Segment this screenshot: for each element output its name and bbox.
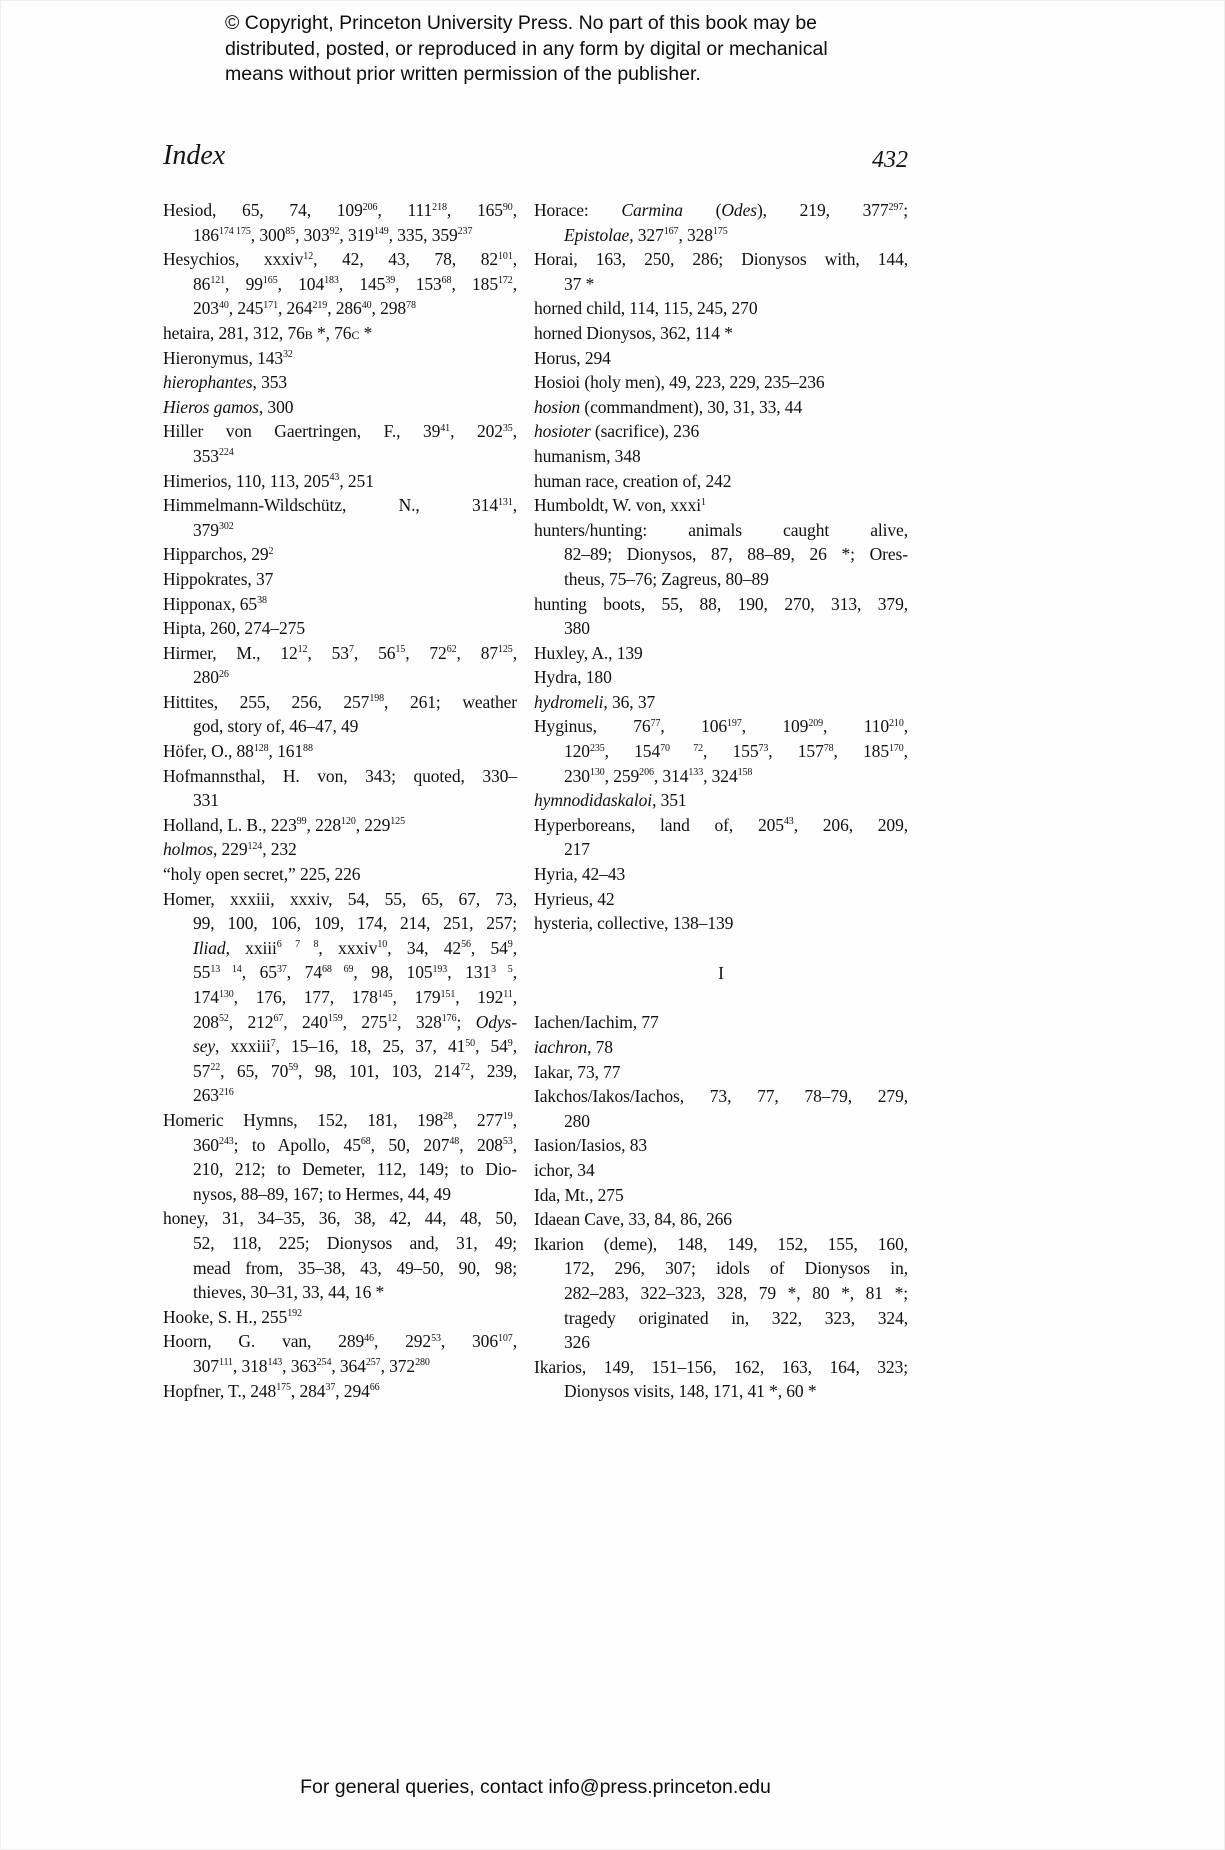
index-entry — [163, 1108, 517, 1206]
index-entry — [534, 1207, 908, 1232]
index-entry — [534, 395, 908, 420]
index-entry — [534, 1060, 908, 1085]
entry-line: Ikarios, 149, 151–156, 162, 163, 164, 323; — [534, 1356, 908, 1377]
entry-line: Dionysos visits, 148, 171, 41 *, 60 * — [564, 1381, 817, 1402]
index-entry — [534, 641, 908, 666]
index-entry — [163, 419, 517, 468]
entry-line: theus, 75–76; Zagreus, 80–89 — [564, 568, 769, 589]
entry-line: Hoorn, G. van, $289^{46}$, $292^{53}$, $306^{107}$, — [163, 1331, 517, 1352]
entry-line: $208^{52}$, $212^{67}$, $240^{159}$, $275^{12}$, $328^{176}$; Odys- — [193, 1011, 517, 1032]
entry-line: mead from, 35–38, 43, 49–50, 90, 98; — [193, 1257, 517, 1278]
index-entry — [534, 296, 908, 321]
entry-line: hymnodidaskaloi, 351 — [534, 790, 687, 811]
index-entry — [534, 1183, 908, 1208]
index-entry — [163, 1329, 517, 1378]
entry-line: god, story of, 46–47, 49 — [193, 716, 359, 737]
entry-line: Hyperboreans, land of, $205^{43}$, 206, 209, — [534, 814, 909, 835]
entry-line: Himerios, 110, 113, $205^{43}$, 251 — [163, 470, 374, 491]
index-entry — [163, 764, 517, 813]
entry-line: hetaira, 281, 312, 76b *, 76c * — [163, 322, 373, 343]
entry-line: hosion (commandment), 30, 31, 33, 44 — [534, 396, 803, 417]
entry-line: $307^{111}$, $318^{143}$, $363^{254}$, $364^{257}$, $372^{280}$ — [193, 1355, 430, 1376]
entry-line: Hopfner, T., $248^{175}$, $284^{37}$, $294^{66}$ — [163, 1380, 380, 1401]
entry-line: Iliad, xxiii$^{6 7 8}$, xxxiv$^{10}$, 34, $42^{56}$, $54^9$, — [193, 937, 517, 958]
entry-line: Hofmannsthal, H. von, 343; quoted, 330– — [163, 765, 517, 786]
index-entry — [163, 247, 517, 321]
entry-line: $86^{121}$, $99^{165}$, $104^{183}$, $145^{39}$, $153^{68}$, $185^{172}$, — [193, 273, 517, 294]
index-entry — [534, 247, 908, 296]
index-entry — [534, 370, 908, 395]
entry-line: hunters/hunting: animals caught alive, — [534, 519, 908, 540]
index-entry — [534, 887, 908, 912]
index-entry — [163, 862, 517, 887]
entry-line: Iakchos/Iakos/Iachos, 73, 77, 78–79, 279, — [534, 1086, 908, 1107]
index-entry — [163, 641, 517, 690]
index-entry — [534, 1133, 908, 1158]
entry-line: Hipponax, $65^{38}$ — [163, 593, 267, 614]
entry-line: Hesychios, xxxiv$^{12}$, 42, 43, 78, $82^{101}$, — [163, 249, 517, 270]
entry-line: sey, xxxiii$^7$, 15–16, 18, 25, 37, $41^{50}$, $54^9$, — [193, 1036, 517, 1057]
index-entry — [163, 395, 517, 420]
entry-line: horned child, 114, 115, 245, 270 — [534, 298, 758, 319]
index-entry — [163, 469, 517, 494]
entry-line: Hooke, S. H., $255^{192}$ — [163, 1306, 302, 1327]
entry-line: Hyrieus, 42 — [534, 888, 615, 909]
index-entry — [163, 1305, 517, 1330]
entry-line: Iasion/Iasios, 83 — [534, 1135, 648, 1156]
entry-line: Hieros gamos, 300 — [163, 396, 294, 417]
index-entry — [163, 1379, 517, 1404]
entry-line: Huxley, A., 139 — [534, 642, 643, 663]
entry-line: 380 — [564, 618, 590, 639]
entry-line: 280 — [564, 1110, 590, 1131]
entry-line: Horus, 294 — [534, 347, 611, 368]
entry-line: Idaean Cave, 33, 84, 86, 266 — [534, 1209, 732, 1230]
entry-line: ichor, 34 — [534, 1159, 595, 1180]
index-entry — [534, 665, 908, 690]
index-entry — [534, 714, 908, 788]
index-entry — [163, 616, 517, 641]
entry-line: Hiller von Gaertringen, F., $39^{41}$, $202^{35}$, — [163, 421, 517, 442]
index-entry — [534, 1232, 908, 1355]
entry-line: Hippokrates, 37 — [163, 568, 274, 589]
index-column-left — [163, 198, 517, 1403]
entry-line: $174^{130}$, 176, 177, $178^{145}$, $179^{151}$, $192^{11}$, — [193, 987, 517, 1007]
entry-line: $203^{40}$, $245^{171}$, $264^{219}$, $286^{40}$, $298^{78}$ — [193, 298, 416, 319]
copyright-line: distributed, posted, or reproduced in any form by digital or mechanical — [225, 37, 828, 60]
entry-line: $263^{216}$ — [193, 1085, 234, 1106]
entry-line: $360^{243}$; to Apollo, $45^{68}$, 50, $207^{48}$, $208^{53}$, — [193, 1134, 517, 1155]
entry-line: $120^{235}$, $154^{70 72}$, $155^{73}$, $157^{78}$, $185^{170}$, — [564, 741, 908, 762]
entry-line: human race, creation of, 242 — [534, 470, 732, 491]
entry-line: $280^{26}$ — [193, 667, 229, 688]
entry-line: $379^{302}$ — [193, 519, 234, 540]
index-entry — [534, 911, 908, 936]
entry-line: 37 * — [564, 273, 595, 294]
entry-line: 52, 118, 225; Dionysos and, 31, 49; — [193, 1232, 517, 1253]
entry-line: hunting boots, 55, 88, 190, 270, 313, 379, — [534, 593, 908, 614]
index-entry — [534, 788, 908, 813]
index-entry — [534, 493, 908, 518]
entry-line: Hyginus, $76^{77}$, $106^{197}$, $109^{209}$, $110^{210}$, — [534, 716, 908, 737]
entry-line: $186^{174 175}$, $300^{85}$, $303^{92}$, $319^{149}$, 335, $359^{237}$ — [193, 224, 473, 245]
index-entry — [163, 887, 517, 1108]
index-entry — [534, 444, 908, 469]
index-entry — [534, 862, 908, 887]
index-entry — [163, 690, 517, 739]
entry-line: Hesiod, 65, 74, $109^{206}$, $111^{218}$, $165^{90}$, — [163, 200, 517, 220]
index-column-right — [534, 198, 908, 1404]
index-entry — [534, 1158, 908, 1183]
entry-line: iachron, 78 — [534, 1037, 613, 1057]
index-entry — [534, 198, 908, 247]
copyright-notice — [225, 11, 828, 88]
index-entry — [163, 542, 517, 567]
entry-line: “holy open secret,” 225, 226 — [163, 864, 361, 885]
index-entry — [534, 1035, 908, 1060]
page-title: Index — [163, 140, 226, 171]
entry-line: Hieronymus, $143^{32}$ — [163, 347, 293, 368]
index-entry — [163, 370, 517, 395]
entry-line: horned Dionysos, 362, 114 * — [534, 322, 733, 343]
entry-line: tragedy originated in, 322, 323, 324, — [564, 1307, 908, 1328]
entry-line: 282–283, 322–323, 328, 79 *, 80 *, 81 *; — [564, 1282, 908, 1303]
index-entry — [163, 493, 517, 542]
entry-line: 99, 100, 106, 109, 174, 214, 251, 257; — [193, 913, 517, 934]
entry-line: Höfer, O., $88^{128}$, $161^{88}$ — [163, 741, 313, 762]
entry-line: Homeric Hymns, 152, 181, $198^{28}$, $277^{19}$, — [163, 1109, 517, 1130]
entry-line: nysos, 88–89, 167; to Hermes, 44, 49 — [193, 1183, 451, 1204]
index-entry — [163, 346, 517, 371]
index-entry — [163, 1206, 517, 1304]
entry-line: hosioter (sacrifice), 236 — [534, 421, 700, 442]
copyright-line: means without prior written permission of the publisher. — [225, 63, 701, 85]
index-entry — [163, 321, 517, 346]
entry-line: Horai, 163, 250, 286; Dionysos with, 144, — [534, 249, 908, 270]
section-heading: I — [718, 962, 724, 983]
entry-line: 331 — [193, 790, 219, 811]
entry-line: 82–89; Dionysos, 87, 88–89, 26 *; Ores- — [564, 544, 908, 565]
index-entry — [534, 1355, 908, 1404]
entry-line: hysteria, collective, 138–139 — [534, 913, 734, 934]
entry-line: Hipparchos, $29^2$ — [163, 544, 274, 565]
entry-line: Hittites, 255, 256, $257^{198}$, 261; weather — [163, 691, 518, 712]
index-entry — [163, 592, 517, 617]
entry-line: Epistolae, $327^{167}$, $328^{175}$ — [564, 224, 728, 245]
entry-line: Ida, Mt., 275 — [534, 1184, 624, 1205]
index-entry — [534, 592, 908, 641]
entry-line: Hirmer, M., $12^{12}$, $53^7$, $56^{15}$, $72^{62}$, $87^{125}$, — [163, 642, 517, 663]
index-entry — [163, 198, 517, 247]
page-number: 432 — [872, 147, 908, 173]
entry-line: 326 — [564, 1332, 590, 1353]
entry-line: Iachen/Iachim, 77 — [534, 1012, 659, 1033]
entry-line: $55^{13 14}$, $65^{37}$, $74^{68 69}$, 98, $105^{193}$, $131^{3 5}$, — [193, 962, 517, 983]
entry-line: $57^{22}$, 65, $70^{59}$, 98, 101, 103, $214^{72}$, 239, — [193, 1060, 517, 1081]
entry-line: Himmelmann-Wildschütz, N., $314^{131}$, — [163, 495, 517, 516]
footer-contact-text: For general queries, contact info@press.princeton.edu — [300, 1776, 771, 1798]
index-entry — [534, 1010, 908, 1035]
footer-contact — [163, 1776, 908, 1799]
entry-line: thieves, 30–31, 33, 44, 16 * — [193, 1282, 385, 1303]
index-entry — [163, 813, 517, 838]
entry-line: Ikarion (deme), 148, 149, 152, 155, 160, — [534, 1233, 908, 1254]
entry-line: $230^{130}$, $259^{206}$, $314^{133}$, $324^{158}$ — [564, 765, 753, 786]
index-entry — [534, 419, 908, 444]
entry-line: humanism, 348 — [534, 445, 641, 466]
entry-line: Homer, xxxiii, xxxiv, 54, 55, 65, 67, 73, — [163, 888, 517, 909]
entry-line: Hosioi (holy men), 49, 223, 229, 235–236 — [534, 372, 825, 393]
entry-line: hierophantes, 353 — [163, 372, 288, 393]
entry-line: Iakar, 73, 77 — [534, 1061, 621, 1082]
index-entry — [534, 469, 908, 494]
entry-line: $353^{224}$ — [193, 445, 234, 466]
index-entry — [163, 837, 517, 862]
entry-line: Humboldt, W. von, xxxi$^1$ — [534, 495, 706, 516]
entry-line: Hydra, 180 — [534, 667, 612, 688]
index-entry — [534, 690, 908, 715]
entry-line: Hipta, 260, 274–275 — [163, 618, 305, 639]
entry-line: holmos, $229^{124}$, 232 — [163, 839, 297, 860]
entry-line: honey, 31, 34–35, 36, 38, 42, 44, 48, 50, — [163, 1208, 517, 1229]
entry-line: hydromeli, 36, 37 — [534, 691, 656, 712]
copyright-line: © Copyright, Princeton University Press. No part of this book may be — [225, 12, 818, 34]
entry-line: Horace: Carmina (Odes), 219, $377^{297}$; — [534, 200, 908, 220]
entry-line: 172, 296, 307; idols of Dionysos in, — [564, 1258, 908, 1279]
index-entry — [534, 346, 908, 371]
index-entry — [163, 739, 517, 764]
index-entry — [534, 813, 908, 862]
index-entry — [163, 567, 517, 592]
index-entry — [534, 321, 908, 346]
entry-line: 210, 212; to Demeter, 112, 149; to Dio- — [193, 1159, 517, 1180]
entry-line: Hyria, 42–43 — [534, 864, 626, 885]
index-entry — [534, 518, 908, 592]
index-entry — [534, 1084, 908, 1133]
entry-line: 217 — [564, 839, 590, 860]
entry-line: Holland, L. B., $223^{99}$, $228^{120}$, $229^{125}$ — [163, 814, 405, 835]
